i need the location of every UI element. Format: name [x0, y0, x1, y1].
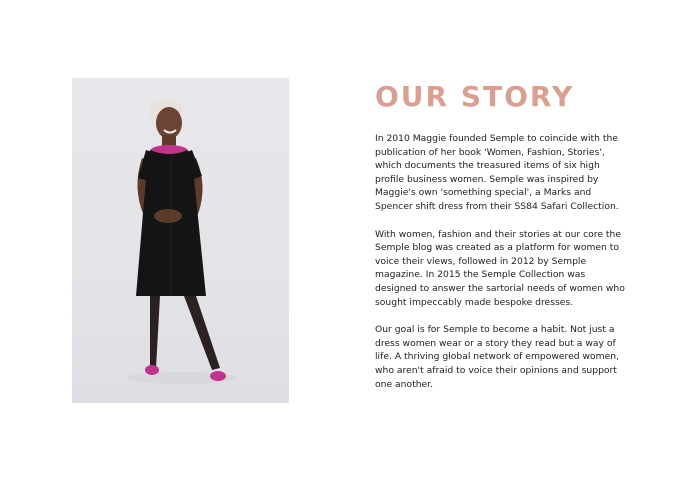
story-paragraph-2: With women, fashion and their stories at our core the Semple blog was created as a platform for women to voice their views, followed in 2012 by Semple magazine. In 2015 the Semple Collection was designed to answer the sartorial needs of women who sought impeccably made bespoke dresses.	[375, 228, 625, 308]
hero-photo	[72, 78, 289, 403]
our-story-section	[375, 80, 625, 405]
story-paragraph-3: Our goal is for Semple to become a habit. Not just a dress women wear or a story they read but a way of life. A thriving global network of empowered women, who aren't afraid to voice their opinions and support one another.	[375, 324, 619, 390]
woman-in-black-dress-illustration	[72, 78, 289, 403]
story-paragraph-1: In 2010 Maggie founded Semple to coincide with the publication of her book 'Women, Fashion, Stories', which documents the treasured items of six high profile business women. Semple was inspired by Maggie's own 'something special', a Marks and Spencer shift dress from their SS84 Safari Collection.	[375, 133, 619, 212]
page-title: OUR STORY	[375, 80, 575, 113]
